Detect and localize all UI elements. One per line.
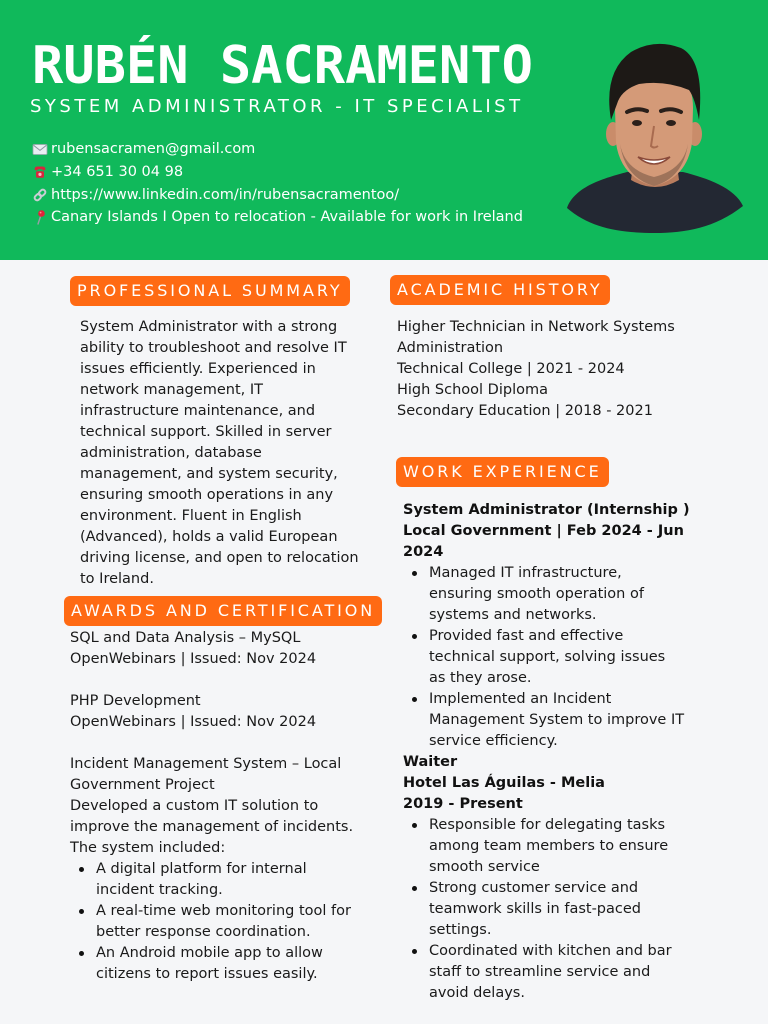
summary-line: ensuring smooth operations in any xyxy=(80,486,334,503)
project-description: improve the management of incidents. xyxy=(70,818,354,835)
bullet-text: avoid delays. xyxy=(429,984,525,1001)
project-item xyxy=(70,754,353,985)
summary-line: environment. Fluent in English xyxy=(80,507,302,524)
bullet-text: citizens to report issues easily. xyxy=(96,965,318,982)
awards-content xyxy=(70,628,353,985)
location-text: Canary Islands I Open to relocation - Available for work in Ireland xyxy=(51,209,523,226)
candidate-name: RUBÉN SACRAMENTO xyxy=(32,36,533,96)
summary-line: administration, database xyxy=(80,444,262,461)
section-heading-academic-history: ACADEMIC HISTORY xyxy=(390,275,610,305)
bullet-text: technical support, solving issues xyxy=(429,648,666,665)
certification-item xyxy=(70,628,353,670)
bullet-text: A real-time web monitoring tool for xyxy=(96,902,351,919)
professional-title: SYSTEM ADMINISTRATOR - IT SPECIALIST xyxy=(30,96,524,117)
degree-name: High School Diploma xyxy=(397,381,548,398)
profile-photo xyxy=(565,38,745,233)
bullet-text: An Android mobile app to allow xyxy=(96,944,323,961)
bullet-item xyxy=(403,563,690,626)
bullet-item xyxy=(403,878,690,941)
bullet-text: as they arose. xyxy=(429,669,532,686)
academic-entry xyxy=(397,317,675,380)
bullet-text: service efficiency. xyxy=(429,732,558,749)
degree-name: Administration xyxy=(397,339,504,356)
work-content xyxy=(403,500,690,1004)
contact-location xyxy=(32,206,523,229)
job-entry xyxy=(403,752,690,1004)
summary-line: management, and system security, xyxy=(80,465,338,482)
bullet-text: better response coordination. xyxy=(96,923,311,940)
bullet-text: A digital platform for internal xyxy=(96,860,307,877)
bullet-text: Coordinated with kitchen and bar xyxy=(429,942,672,959)
bullet-dot xyxy=(412,949,417,954)
bullet-text: smooth service xyxy=(429,858,540,875)
bullet-item xyxy=(403,815,690,878)
section-heading-professional-summary: PROFESSIONAL SUMMARY xyxy=(70,276,350,306)
bullet-dot xyxy=(79,951,84,956)
bullet-item xyxy=(70,943,353,985)
bullet-text: ensuring smooth operation of xyxy=(429,585,644,602)
summary-line: technical support. Skilled in server xyxy=(80,423,332,440)
project-title: Incident Management System – Local xyxy=(70,755,342,772)
contact-list xyxy=(32,138,523,229)
certification-issuer: OpenWebinars | Issued: Nov 2024 xyxy=(70,650,317,667)
phone-number[interactable]: +34 651 30 04 98 xyxy=(51,164,184,181)
bullet-text: staff to streamline service and xyxy=(429,963,651,980)
contact-email[interactable] xyxy=(32,138,523,161)
bullet-dot xyxy=(79,909,84,914)
bullet-dot xyxy=(412,571,417,576)
bullet-item xyxy=(403,689,690,752)
section-heading-work-experience: WORK EXPERIENCE xyxy=(396,457,609,487)
job-title: Waiter xyxy=(403,753,458,770)
summary-line: infrastructure maintenance, and xyxy=(80,402,316,419)
bullet-item xyxy=(403,941,690,1004)
certification-issuer: OpenWebinars | Issued: Nov 2024 xyxy=(70,713,317,730)
job-details: Hotel Las Águilas - Melia xyxy=(403,774,605,791)
bullet-dot xyxy=(412,886,417,891)
bullet-text: Management System to improve IT xyxy=(429,711,685,728)
certification-name: PHP Development xyxy=(70,692,201,709)
job-details: 2024 xyxy=(403,543,444,560)
summary-line: System Administrator with a strong xyxy=(80,318,338,335)
bullet-text: settings. xyxy=(429,921,492,938)
bullet-text: systems and networks. xyxy=(429,606,597,623)
academic-content xyxy=(397,317,675,422)
bullet-item xyxy=(70,859,353,901)
bullet-text: Provided fast and effective xyxy=(429,627,624,644)
bullet-text: Strong customer service and xyxy=(429,879,639,896)
project-description: Developed a custom IT solution to xyxy=(70,797,319,814)
bullet-dot xyxy=(412,634,417,639)
summary-line: issues efficiently. Experienced in xyxy=(80,360,316,377)
linkedin-url[interactable]: https://www.linkedin.com/in/rubensacramentoo/ xyxy=(51,186,400,203)
job-entry xyxy=(403,500,690,752)
header-banner xyxy=(0,0,768,260)
school-and-dates: Technical College | 2021 - 2024 xyxy=(397,360,625,377)
job-details: 2019 - Present xyxy=(403,795,523,812)
bullet-text: teamwork skills in fast-paced xyxy=(429,900,641,917)
project-title: Government Project xyxy=(70,776,215,793)
pin-icon xyxy=(32,209,48,225)
bullet-dot xyxy=(412,697,417,702)
section-heading-awards: AWARDS AND CERTIFICATION xyxy=(64,596,382,626)
envelope-icon xyxy=(32,141,48,157)
link-icon xyxy=(32,187,48,203)
degree-name: Higher Technician in Network Systems xyxy=(397,318,675,335)
school-and-dates: Secondary Education | 2018 - 2021 xyxy=(397,402,653,419)
phone-icon xyxy=(32,164,48,180)
email-address[interactable]: rubensacramen@gmail.com xyxy=(51,141,256,158)
project-description: The system included: xyxy=(70,839,226,856)
summary-line: to Ireland. xyxy=(80,570,154,587)
contact-linkedin[interactable] xyxy=(32,183,523,206)
summary-line: network management, IT xyxy=(80,381,263,398)
academic-entry xyxy=(397,380,675,422)
summary-line: ability to troubleshoot and resolve IT xyxy=(80,339,347,356)
job-details: Local Government | Feb 2024 - Jun xyxy=(403,522,684,539)
bullet-dot xyxy=(412,823,417,828)
bullet-dot xyxy=(79,867,84,872)
bullet-text: Responsible for delegating tasks xyxy=(429,816,666,833)
job-title: System Administrator (Internship ) xyxy=(403,501,690,518)
bullet-text: among team members to ensure xyxy=(429,837,669,854)
bullet-text: Implemented an Incident xyxy=(429,690,612,707)
summary-line: (Advanced), holds a valid European xyxy=(80,528,338,545)
summary-line: driving license, and open to relocation xyxy=(80,549,359,566)
bullet-text: incident tracking. xyxy=(96,881,223,898)
bullet-item xyxy=(403,626,690,689)
certification-item xyxy=(70,691,353,733)
bullet-text: Managed IT infrastructure, xyxy=(429,564,622,581)
bullet-item xyxy=(70,901,353,943)
contact-phone[interactable] xyxy=(32,161,523,184)
professional-summary-text xyxy=(80,317,359,590)
certification-name: SQL and Data Analysis – MySQL xyxy=(70,629,301,646)
